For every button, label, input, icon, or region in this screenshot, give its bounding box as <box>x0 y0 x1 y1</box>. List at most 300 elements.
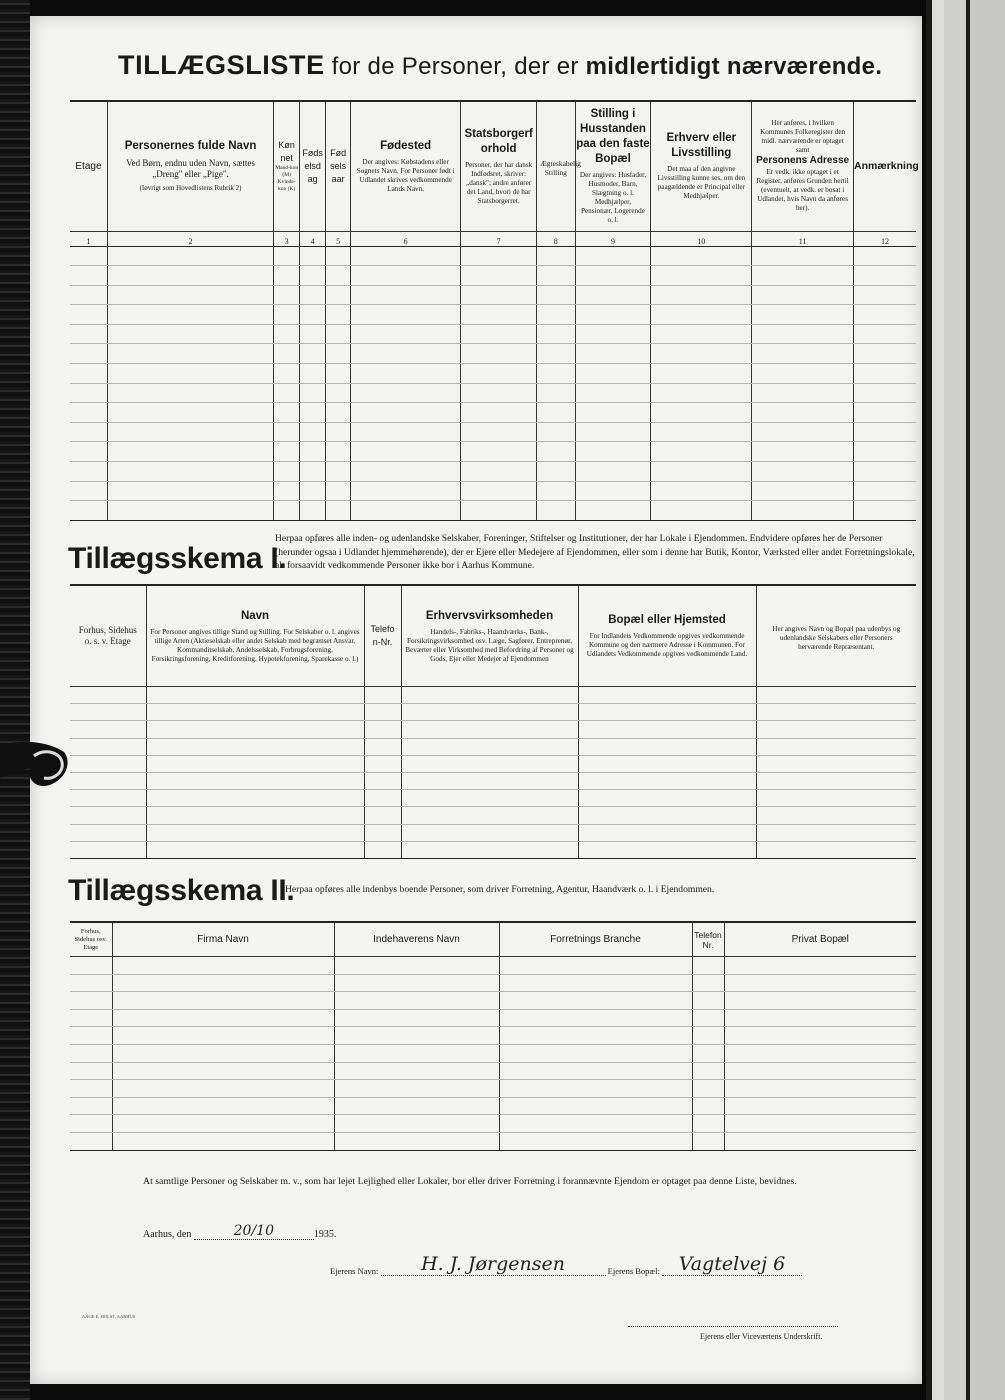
table-cell[interactable] <box>300 403 326 423</box>
table-cell[interactable] <box>112 1080 334 1098</box>
table-cell[interactable] <box>575 246 651 266</box>
table-cell[interactable] <box>651 266 752 286</box>
table-cell[interactable] <box>70 1080 112 1098</box>
table-cell[interactable] <box>351 403 461 423</box>
table-cell[interactable] <box>401 841 578 858</box>
table-cell[interactable] <box>752 462 854 482</box>
table-cell[interactable] <box>724 1044 916 1062</box>
table-cell[interactable] <box>401 738 578 755</box>
table-cell[interactable] <box>854 481 916 501</box>
table-cell[interactable] <box>70 974 112 992</box>
table-cell[interactable] <box>351 462 461 482</box>
table-cell[interactable] <box>724 974 916 992</box>
table-cell[interactable] <box>756 790 916 807</box>
table-cell[interactable] <box>854 462 916 482</box>
table-cell[interactable] <box>351 344 461 364</box>
table-cell[interactable] <box>724 1062 916 1080</box>
table-cell[interactable] <box>274 246 300 266</box>
table-cell[interactable] <box>575 442 651 462</box>
table-cell[interactable] <box>756 721 916 738</box>
table-cell[interactable] <box>146 772 364 789</box>
table-cell[interactable] <box>351 501 461 521</box>
table-cell[interactable] <box>300 285 326 305</box>
table-cell[interactable] <box>334 1097 499 1115</box>
table-cell[interactable] <box>578 755 756 772</box>
table-cell[interactable] <box>401 721 578 738</box>
table-cell[interactable] <box>70 442 107 462</box>
table-cell[interactable] <box>351 266 461 286</box>
table-cell[interactable] <box>752 383 854 403</box>
table-cell[interactable] <box>692 1132 724 1150</box>
table-cell[interactable] <box>578 807 756 824</box>
table-cell[interactable] <box>756 738 916 755</box>
table-cell[interactable] <box>112 1027 334 1045</box>
table-cell[interactable] <box>364 738 401 755</box>
table-cell[interactable] <box>575 403 651 423</box>
table-cell[interactable] <box>326 403 351 423</box>
table-cell[interactable] <box>326 305 351 325</box>
table-cell[interactable] <box>401 807 578 824</box>
table-cell[interactable] <box>537 383 575 403</box>
table-cell[interactable] <box>107 364 273 384</box>
table-cell[interactable] <box>752 344 854 364</box>
table-cell[interactable] <box>651 364 752 384</box>
table-cell[interactable] <box>651 383 752 403</box>
table-cell[interactable] <box>364 841 401 858</box>
table-cell[interactable] <box>70 772 146 789</box>
table-cell[interactable] <box>651 501 752 521</box>
table-cell[interactable] <box>274 383 300 403</box>
table-cell[interactable] <box>401 755 578 772</box>
table-cell[interactable] <box>651 422 752 442</box>
table-cell[interactable] <box>756 687 916 704</box>
table-cell[interactable] <box>70 344 107 364</box>
table-cell[interactable] <box>461 422 537 442</box>
table-cell[interactable] <box>651 324 752 344</box>
table-cell[interactable] <box>112 974 334 992</box>
table-cell[interactable] <box>70 687 146 704</box>
table-cell[interactable] <box>752 422 854 442</box>
table-cell[interactable] <box>575 383 651 403</box>
table-cell[interactable] <box>854 442 916 462</box>
table-cell[interactable] <box>70 246 107 266</box>
table-cell[interactable] <box>499 992 692 1010</box>
table-cell[interactable] <box>651 246 752 266</box>
table-cell[interactable] <box>146 790 364 807</box>
table-cell[interactable] <box>300 501 326 521</box>
table-cell[interactable] <box>364 755 401 772</box>
table-cell[interactable] <box>756 807 916 824</box>
table-cell[interactable] <box>112 1097 334 1115</box>
table-cell[interactable] <box>334 1044 499 1062</box>
table-cell[interactable] <box>334 992 499 1010</box>
table-cell[interactable] <box>300 422 326 442</box>
owner-name-field[interactable] <box>381 1253 606 1276</box>
table-cell[interactable] <box>461 364 537 384</box>
table-cell[interactable] <box>107 403 273 423</box>
table-cell[interactable] <box>537 324 575 344</box>
table-cell[interactable] <box>461 285 537 305</box>
table-cell[interactable] <box>351 305 461 325</box>
table-cell[interactable] <box>854 501 916 521</box>
table-cell[interactable] <box>752 501 854 521</box>
table-cell[interactable] <box>351 246 461 266</box>
table-cell[interactable] <box>724 1115 916 1133</box>
table-cell[interactable] <box>854 246 916 266</box>
table-cell[interactable] <box>334 1080 499 1098</box>
table-cell[interactable] <box>70 992 112 1010</box>
table-cell[interactable] <box>575 481 651 501</box>
table-cell[interactable] <box>146 704 364 721</box>
table-cell[interactable] <box>537 246 575 266</box>
table-cell[interactable] <box>70 422 107 442</box>
table-cell[interactable] <box>692 992 724 1010</box>
table-cell[interactable] <box>334 1009 499 1027</box>
table-cell[interactable] <box>364 807 401 824</box>
table-cell[interactable] <box>401 824 578 841</box>
table-cell[interactable] <box>578 824 756 841</box>
table-cell[interactable] <box>756 824 916 841</box>
table-cell[interactable] <box>70 481 107 501</box>
table-cell[interactable] <box>274 324 300 344</box>
table-cell[interactable] <box>107 383 273 403</box>
table-cell[interactable] <box>70 383 107 403</box>
table-cell[interactable] <box>461 246 537 266</box>
table-cell[interactable] <box>326 383 351 403</box>
table-cell[interactable] <box>300 246 326 266</box>
table-cell[interactable] <box>756 755 916 772</box>
table-cell[interactable] <box>461 403 537 423</box>
table-cell[interactable] <box>70 957 112 975</box>
table-cell[interactable] <box>70 824 146 841</box>
table-cell[interactable] <box>724 1027 916 1045</box>
table-cell[interactable] <box>70 324 107 344</box>
table-cell[interactable] <box>146 738 364 755</box>
table-cell[interactable] <box>578 704 756 721</box>
table-cell[interactable] <box>461 383 537 403</box>
table-cell[interactable] <box>274 344 300 364</box>
table-cell[interactable] <box>461 266 537 286</box>
table-cell[interactable] <box>274 481 300 501</box>
table-cell[interactable] <box>364 721 401 738</box>
table-cell[interactable] <box>364 704 401 721</box>
table-cell[interactable] <box>351 324 461 344</box>
table-cell[interactable] <box>499 1097 692 1115</box>
schema1-row <box>70 841 916 858</box>
table-cell[interactable] <box>578 772 756 789</box>
table-cell[interactable] <box>112 1132 334 1150</box>
table-cell[interactable] <box>537 403 575 423</box>
table-cell[interactable] <box>300 344 326 364</box>
table-cell[interactable] <box>274 266 300 286</box>
table-cell[interactable] <box>300 266 326 286</box>
table-cell[interactable] <box>351 364 461 384</box>
table-cell[interactable] <box>651 403 752 423</box>
table-cell[interactable] <box>752 403 854 423</box>
table-cell[interactable] <box>461 462 537 482</box>
table-cell[interactable] <box>351 383 461 403</box>
table-cell[interactable] <box>578 687 756 704</box>
table-cell[interactable] <box>692 1080 724 1098</box>
signature-line[interactable] <box>628 1326 838 1327</box>
table-cell[interactable] <box>461 442 537 462</box>
table-cell[interactable] <box>274 462 300 482</box>
table-cell[interactable] <box>107 266 273 286</box>
table-cell[interactable] <box>752 305 854 325</box>
table-cell[interactable] <box>300 462 326 482</box>
table-cell[interactable] <box>107 285 273 305</box>
table-cell[interactable] <box>651 285 752 305</box>
table-cell[interactable] <box>274 364 300 384</box>
table-cell[interactable] <box>112 992 334 1010</box>
table-cell[interactable] <box>146 721 364 738</box>
table-cell[interactable] <box>364 824 401 841</box>
table-cell[interactable] <box>70 1132 112 1150</box>
table-cell[interactable] <box>70 501 107 521</box>
table-cell[interactable] <box>146 755 364 772</box>
table-cell[interactable] <box>70 462 107 482</box>
owner-address-field[interactable] <box>662 1253 802 1276</box>
table-cell[interactable] <box>575 324 651 344</box>
table-cell[interactable] <box>70 704 146 721</box>
table-cell[interactable] <box>112 1062 334 1080</box>
table-cell[interactable] <box>70 1027 112 1045</box>
table-cell[interactable] <box>274 403 300 423</box>
table-cell[interactable] <box>578 790 756 807</box>
table-cell[interactable] <box>351 285 461 305</box>
table-cell[interactable] <box>70 285 107 305</box>
table-cell[interactable] <box>70 738 146 755</box>
table-cell[interactable] <box>70 807 146 824</box>
table-cell[interactable] <box>401 687 578 704</box>
table-cell[interactable] <box>326 364 351 384</box>
table-cell[interactable] <box>274 285 300 305</box>
table-cell[interactable] <box>461 481 537 501</box>
table-cell[interactable] <box>578 738 756 755</box>
table-cell[interactable] <box>854 324 916 344</box>
table-cell[interactable] <box>326 501 351 521</box>
table-cell[interactable] <box>334 1027 499 1045</box>
table-cell[interactable] <box>70 1009 112 1027</box>
table-cell[interactable] <box>499 1027 692 1045</box>
table-cell[interactable] <box>854 344 916 364</box>
table-cell[interactable] <box>146 687 364 704</box>
table-cell[interactable] <box>107 422 273 442</box>
table-cell[interactable] <box>351 422 461 442</box>
table-cell[interactable] <box>461 344 537 364</box>
table-cell[interactable] <box>651 442 752 462</box>
table-cell[interactable] <box>107 462 273 482</box>
table-cell[interactable] <box>326 442 351 462</box>
table-cell[interactable] <box>575 305 651 325</box>
table-cell[interactable] <box>146 841 364 858</box>
table-cell[interactable] <box>499 957 692 975</box>
table-cell[interactable] <box>752 481 854 501</box>
table-cell[interactable] <box>112 1009 334 1027</box>
table-cell[interactable] <box>575 266 651 286</box>
table-cell[interactable] <box>461 501 537 521</box>
table-cell[interactable] <box>499 1044 692 1062</box>
table-cell[interactable] <box>70 790 146 807</box>
table-cell[interactable] <box>146 824 364 841</box>
table-cell[interactable] <box>854 364 916 384</box>
table-cell[interactable] <box>724 992 916 1010</box>
table-cell[interactable] <box>692 1097 724 1115</box>
table-cell[interactable] <box>578 841 756 858</box>
table-cell[interactable] <box>756 704 916 721</box>
table-cell[interactable] <box>854 285 916 305</box>
table-cell[interactable] <box>146 807 364 824</box>
table-cell[interactable] <box>575 344 651 364</box>
table-cell[interactable] <box>112 1044 334 1062</box>
table-cell[interactable] <box>752 285 854 305</box>
table-cell[interactable] <box>334 1115 499 1133</box>
table-cell[interactable] <box>692 1062 724 1080</box>
table-cell[interactable] <box>70 721 146 738</box>
table-cell[interactable] <box>70 841 146 858</box>
table-cell[interactable] <box>537 364 575 384</box>
table-cell[interactable] <box>274 442 300 462</box>
table-cell[interactable] <box>499 1115 692 1133</box>
table-cell[interactable] <box>724 1097 916 1115</box>
table-cell[interactable] <box>752 364 854 384</box>
table-cell[interactable] <box>326 266 351 286</box>
table-cell[interactable] <box>537 266 575 286</box>
table-cell[interactable] <box>651 305 752 325</box>
table-cell[interactable] <box>854 305 916 325</box>
table-cell[interactable] <box>326 246 351 266</box>
table-cell[interactable] <box>752 442 854 462</box>
table-cell[interactable] <box>756 841 916 858</box>
table-cell[interactable] <box>854 266 916 286</box>
table-cell[interactable] <box>401 772 578 789</box>
table-cell[interactable] <box>575 462 651 482</box>
table-cell[interactable] <box>575 364 651 384</box>
table-cell[interactable] <box>334 1132 499 1150</box>
table-cell[interactable] <box>854 383 916 403</box>
table-cell[interactable] <box>274 501 300 521</box>
table-cell[interactable] <box>364 772 401 789</box>
table-cell[interactable] <box>351 481 461 501</box>
table-cell[interactable] <box>651 462 752 482</box>
table-cell[interactable] <box>300 364 326 384</box>
table-cell[interactable] <box>107 305 273 325</box>
table-cell[interactable] <box>692 1009 724 1027</box>
table-cell[interactable] <box>364 687 401 704</box>
table-cell[interactable] <box>692 1044 724 1062</box>
table-cell[interactable] <box>300 383 326 403</box>
table-cell[interactable] <box>107 344 273 364</box>
table-cell[interactable] <box>756 772 916 789</box>
table-cell[interactable] <box>326 324 351 344</box>
table-cell[interactable] <box>401 790 578 807</box>
date-field[interactable] <box>194 1223 314 1240</box>
table-cell[interactable] <box>70 755 146 772</box>
table-cell[interactable] <box>70 305 107 325</box>
table-cell[interactable] <box>461 305 537 325</box>
table-cell[interactable] <box>364 790 401 807</box>
table-cell[interactable] <box>499 1080 692 1098</box>
table-cell[interactable] <box>334 957 499 975</box>
table-cell[interactable] <box>651 344 752 364</box>
table-cell[interactable] <box>70 1115 112 1133</box>
table-cell[interactable] <box>537 422 575 442</box>
table-cell[interactable] <box>107 246 273 266</box>
table-cell[interactable] <box>499 1062 692 1080</box>
table-cell[interactable] <box>274 305 300 325</box>
table-cell[interactable] <box>326 481 351 501</box>
table-cell[interactable] <box>70 1097 112 1115</box>
table-cell[interactable] <box>692 974 724 992</box>
table-cell[interactable] <box>578 721 756 738</box>
table-cell[interactable] <box>499 1132 692 1150</box>
table-cell[interactable] <box>70 1062 112 1080</box>
col-num: 2 <box>107 231 273 246</box>
table-cell[interactable] <box>107 324 273 344</box>
table-cell[interactable] <box>70 403 107 423</box>
table-cell[interactable] <box>724 957 916 975</box>
table-cell[interactable] <box>326 285 351 305</box>
table-cell[interactable] <box>752 324 854 344</box>
table-cell[interactable] <box>334 974 499 992</box>
table-cell[interactable] <box>724 1080 916 1098</box>
table-cell[interactable] <box>326 462 351 482</box>
table-cell[interactable] <box>854 422 916 442</box>
table-cell[interactable] <box>107 442 273 462</box>
table-cell[interactable] <box>537 481 575 501</box>
table-cell[interactable] <box>854 403 916 423</box>
table-cell[interactable] <box>499 1009 692 1027</box>
table-cell[interactable] <box>300 324 326 344</box>
table-cell[interactable] <box>724 1009 916 1027</box>
table-cell[interactable] <box>537 462 575 482</box>
table-cell[interactable] <box>575 285 651 305</box>
table-cell[interactable] <box>651 481 752 501</box>
table-cell[interactable] <box>334 1062 499 1080</box>
table-cell[interactable] <box>752 266 854 286</box>
table-cell[interactable] <box>401 704 578 721</box>
table-cell[interactable] <box>326 344 351 364</box>
table-cell[interactable] <box>692 1115 724 1133</box>
table-cell[interactable] <box>70 1044 112 1062</box>
table-cell[interactable] <box>692 1027 724 1045</box>
table-cell[interactable] <box>499 974 692 992</box>
table-cell[interactable] <box>724 1132 916 1150</box>
table-cell[interactable] <box>692 957 724 975</box>
table-cell[interactable] <box>326 422 351 442</box>
table-cell[interactable] <box>351 442 461 462</box>
table-cell[interactable] <box>575 501 651 521</box>
table-cell[interactable] <box>537 442 575 462</box>
table-cell[interactable] <box>300 481 326 501</box>
table-cell[interactable] <box>537 501 575 521</box>
table-cell[interactable] <box>70 364 107 384</box>
table-cell[interactable] <box>752 246 854 266</box>
table-cell[interactable] <box>274 422 300 442</box>
table-cell[interactable] <box>112 957 334 975</box>
table-cell[interactable] <box>537 285 575 305</box>
table-cell[interactable] <box>112 1115 334 1133</box>
table-cell[interactable] <box>537 344 575 364</box>
table-cell[interactable] <box>107 481 273 501</box>
table-cell[interactable] <box>575 422 651 442</box>
table-cell[interactable] <box>107 501 273 521</box>
table-cell[interactable] <box>300 442 326 462</box>
table-cell[interactable] <box>461 324 537 344</box>
table-cell[interactable] <box>70 266 107 286</box>
table-cell[interactable] <box>300 305 326 325</box>
table-cell[interactable] <box>537 305 575 325</box>
